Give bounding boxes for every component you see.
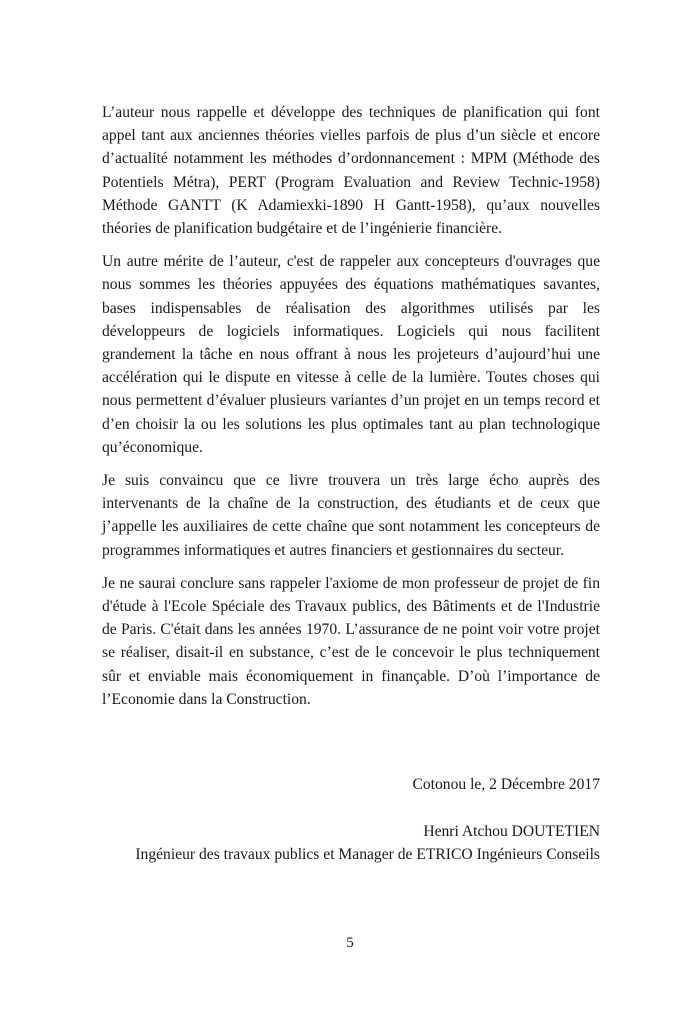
- signature-title: Ingénieur des travaux publics et Manager de ETRICO Ingénieurs Conseils: [135, 846, 600, 863]
- signature-name: Henri Atchou DOUTETIEN: [423, 823, 600, 840]
- paragraph-mathematical-theories: Un autre mérite de l’auteur, c'est de rappeler aux concepteurs d'ouvrages que nous sommes les théories appuyées des équations mathématiques savantes, bases indispensables de réalisation des algorithmes utilisés par les développeurs de logiciels informatiques. Logiciels qui nous facilitent grandement la tâche en nous offrant à nous les projeteurs d’aujourd’hui une accélération qui le dispute en vitesse à celle de la lumière. Toutes choses qui nous permettent d’évaluer plusieurs variantes d’un projet en un temps record et d’en choisir la ou les solutions les plus optimales tant au plan technologique qu’économique.: [102, 253, 600, 456]
- preface-body: [102, 101, 600, 721]
- paragraph-conclusion: Je ne saurai conclure sans rappeler l'axiome de mon professeur de projet de fin d'étude à l'Ecole Spéciale des Travaux publics, des Bâtiments et de l'Industrie de Paris. C'était dans les années 1970. L’assurance de ne point voir votre projet se réaliser, disait-il en substance, c’est de le concevoir le plus techniquement sûr et enviable mais économiquement in finançable. D’où l’importance de l’Economie dans la Construction.: [102, 574, 600, 708]
- signature-date: Cotonou le, 2 Décembre 2017: [412, 776, 600, 793]
- page-number: 5: [346, 935, 354, 951]
- paragraph-book-reception: Je suis convaincu que ce livre trouvera un très large écho auprès des intervenants de la chaîne de la construction, des étudiants et de ceux que j’appelle les auxiliaires de cette chaîne que sont notamment les concepteurs de programmes informatiques et autres financiers et gestionnaires du secteur.: [102, 472, 600, 559]
- paragraph-planning-techniques: L’auteur nous rappelle et développe des techniques de planification qui font appel tant aux anciennes théories vielles parfois de plus d’un siècle et encore d’actualité notamment les méthodes d’ordonnancement : MPM (Méthode des Potentiels Métra), PERT (Program Evaluation and Review Technic-1958) Méthode GANTT (K Adamiexki-1890 H Gantt-1958), qu’aux nouvelles théories de planification budgétaire et de l’ingénierie financière.: [102, 104, 600, 238]
